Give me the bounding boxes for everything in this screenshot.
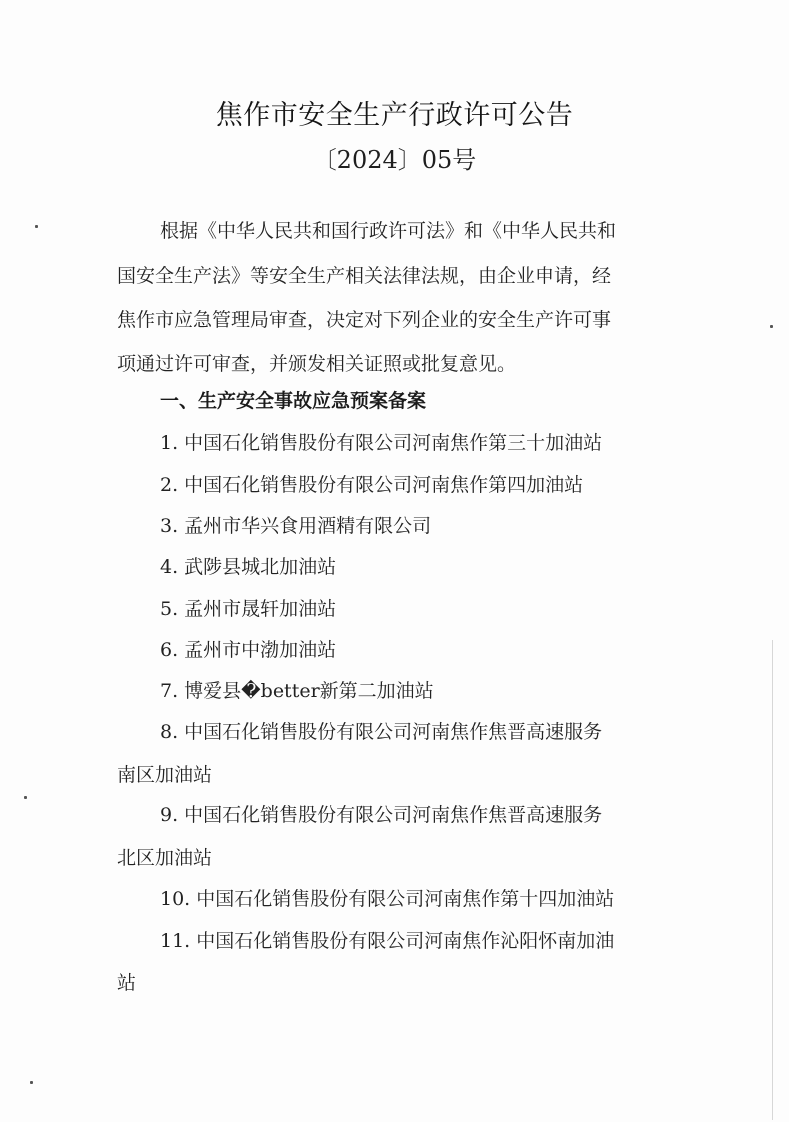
list-item-4: 4. 武陟县城北加油站 — [160, 556, 337, 578]
list-item-2: 2. 中国石化销售股份有限公司河南焦作第四加油站 — [160, 474, 584, 496]
intro-line-4: 项通过许可审查，并颁发相关证照或批复意见。 — [117, 353, 517, 375]
scan-speck — [770, 325, 773, 328]
list-item-7: 7. 博爱县�better新第二加油站 — [160, 680, 434, 702]
list-item-11-line-1: 11. 中国石化销售股份有限公司河南焦作沁阳怀南加油 — [160, 930, 615, 952]
scan-speck — [35, 225, 38, 228]
section-heading: 一、生产安全事故应急预案备案 — [160, 390, 427, 412]
list-item-3: 3. 孟州市华兴食用酒精有限公司 — [160, 515, 432, 537]
intro-line-2: 国安全生产法》等安全生产相关法律法规，由企业申请，经 — [117, 265, 612, 287]
list-item-5: 5. 孟州市晟轩加油站 — [160, 598, 337, 620]
list-item-6: 6. 孟州市中渤加油站 — [160, 639, 337, 661]
scan-speck — [24, 796, 27, 799]
document-title: 焦作市安全生产行政许可公告 — [215, 100, 574, 131]
list-item-9-line-1: 9. 中国石化销售股份有限公司河南焦作焦晋高速服务 — [160, 804, 603, 826]
list-item-10: 10. 中国石化销售股份有限公司河南焦作第十四加油站 — [160, 888, 615, 910]
list-item-1: 1. 中国石化销售股份有限公司河南焦作第三十加油站 — [160, 432, 603, 454]
document-number: 〔2024〕05号 — [312, 146, 477, 174]
list-item-8-line-2: 南区加油站 — [117, 764, 213, 786]
scan-speck — [30, 1081, 33, 1084]
list-item-8-line-1: 8. 中国石化销售股份有限公司河南焦作焦晋高速服务 — [160, 721, 603, 743]
list-item-11-line-2: 站 — [117, 972, 137, 994]
scan-edge-line — [772, 640, 773, 1120]
intro-line-1: 根据《中华人民共和国行政许可法》和《中华人民共和 — [160, 220, 617, 242]
list-item-9-line-2: 北区加油站 — [117, 847, 213, 869]
intro-line-3: 焦作市应急管理局审查，决定对下列企业的安全生产许可事 — [117, 309, 612, 331]
